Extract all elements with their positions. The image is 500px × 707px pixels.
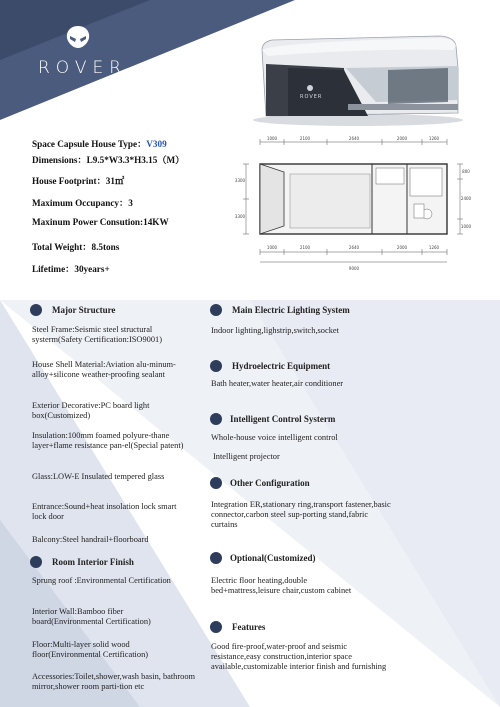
section-bullet-icon (210, 413, 222, 425)
brand-name: ROVER (38, 58, 128, 78)
spec-weight: Total Weight：8.5tons (32, 242, 120, 252)
list-item: Exterior Decorative:PC board light box(Customized) (32, 401, 150, 420)
list-item: Balcony:Steel handrail+floorboard (32, 535, 149, 544)
section-bullet-icon (210, 552, 222, 564)
section-bullet-icon (30, 556, 42, 568)
section-title-hydroelectric: Hydroelectric Equipment (232, 361, 331, 371)
svg-text:2640: 2640 (348, 136, 360, 141)
section-title-major-structure: Major Structure (52, 305, 116, 315)
section-title-room-interior: Room Interior Finish (52, 557, 134, 567)
section-bullet-icon (30, 304, 42, 316)
svg-text:2100: 2100 (299, 245, 311, 250)
section-text: Integration ER,stationary ring,transport fastener,basic connector,carbon steel sup-porting stand,fabric curtains (211, 500, 391, 529)
svg-text:1000: 1000 (266, 136, 278, 141)
capsule-house-image (248, 28, 470, 128)
section-title-intelligent-control: Intelligent Control Systerm (230, 414, 336, 424)
spec-occupancy: Maximum Occupancy：3 (32, 198, 133, 208)
list-item: Glass:LOW-E Insulated tempered glass (32, 472, 165, 481)
section-bullet-icon (210, 621, 222, 633)
section-title-electric-lighting: Main Electric Lighting System (232, 305, 350, 315)
list-item: Sprung roof :Environmental Certification (32, 576, 171, 585)
section-title-optional: Optional(Customized) (230, 553, 316, 563)
spec-footprint: House Footprint：31㎡ (32, 176, 125, 186)
list-item: Accessories:Toilet,shower,wash basin, bathroom mirror,shower room parti-tion etc (32, 672, 196, 691)
svg-text:2400: 2400 (460, 196, 472, 201)
svg-text:2640: 2640 (348, 245, 360, 250)
spec-power: Maxinum Power Consution:14KW (32, 217, 169, 227)
svg-text:800: 800 (462, 169, 470, 174)
svg-text:1260: 1260 (428, 136, 440, 141)
svg-text:2100: 2100 (299, 136, 311, 141)
svg-text:1000: 1000 (266, 245, 278, 250)
section-text: Good fire-proof,water-proof and seismic resistance,easy construction,interior space available,customizable interior finish and furnishing (211, 642, 387, 671)
rover-logo-icon (64, 24, 92, 50)
spec-type: Space Capsule House Type：V309 (32, 139, 167, 149)
section-bullet-icon (210, 360, 222, 372)
svg-text:2000: 2000 (396, 136, 408, 141)
svg-text:3300: 3300 (234, 214, 246, 219)
section-text: Whole-house voice intelligent control (211, 433, 338, 442)
list-item: House Shell Material:Aviation alu-minum-alloy+silicone weather-proofing sealant (32, 360, 176, 379)
svg-text:ROVER: ROVER (300, 94, 323, 100)
floor-plan-diagram (232, 134, 472, 276)
list-item: Entrance:Sound+heat insolation lock smart lock door (32, 502, 177, 521)
list-item: Insulation:100mm foamed polyure-thane layer+flame resistance pan-el(Special patent) (32, 431, 184, 450)
svg-text:1000: 1000 (460, 224, 472, 229)
spec-dimensions: Dimensions：L9.5*W3.3*H3.15（M） (32, 155, 185, 165)
section-bullet-icon (210, 304, 222, 316)
list-item: Floor:Multi-layer solid wood floor(Environmental Certification) (32, 640, 149, 659)
svg-text:2000: 2000 (396, 245, 408, 250)
svg-text:9000: 9000 (348, 266, 360, 271)
spec-lifetime: Lifetime：30years+ (32, 264, 110, 274)
list-item: Steel Frame:Seismic steel structural systerm(Safety Certification:ISO9001) (32, 325, 163, 344)
section-text: Electric floor heating,double bed+mattress,leisure chair,custom cabinet (211, 576, 352, 595)
svg-text:1260: 1260 (428, 245, 440, 250)
section-text: Bath heater,water heater,air conditioner (211, 379, 344, 388)
section-text: Intelligent projector (213, 452, 280, 461)
section-title-other-configuration: Other Configuration (230, 478, 310, 488)
section-bullet-icon (210, 477, 222, 489)
list-item: Interior Wall:Bamboo fiber board(Environmental Certification) (32, 607, 151, 626)
section-title-features: Features (232, 622, 266, 632)
svg-text:3300: 3300 (234, 178, 246, 183)
section-text: Indoor lighting,lighstrip,switch,socket (211, 326, 339, 335)
